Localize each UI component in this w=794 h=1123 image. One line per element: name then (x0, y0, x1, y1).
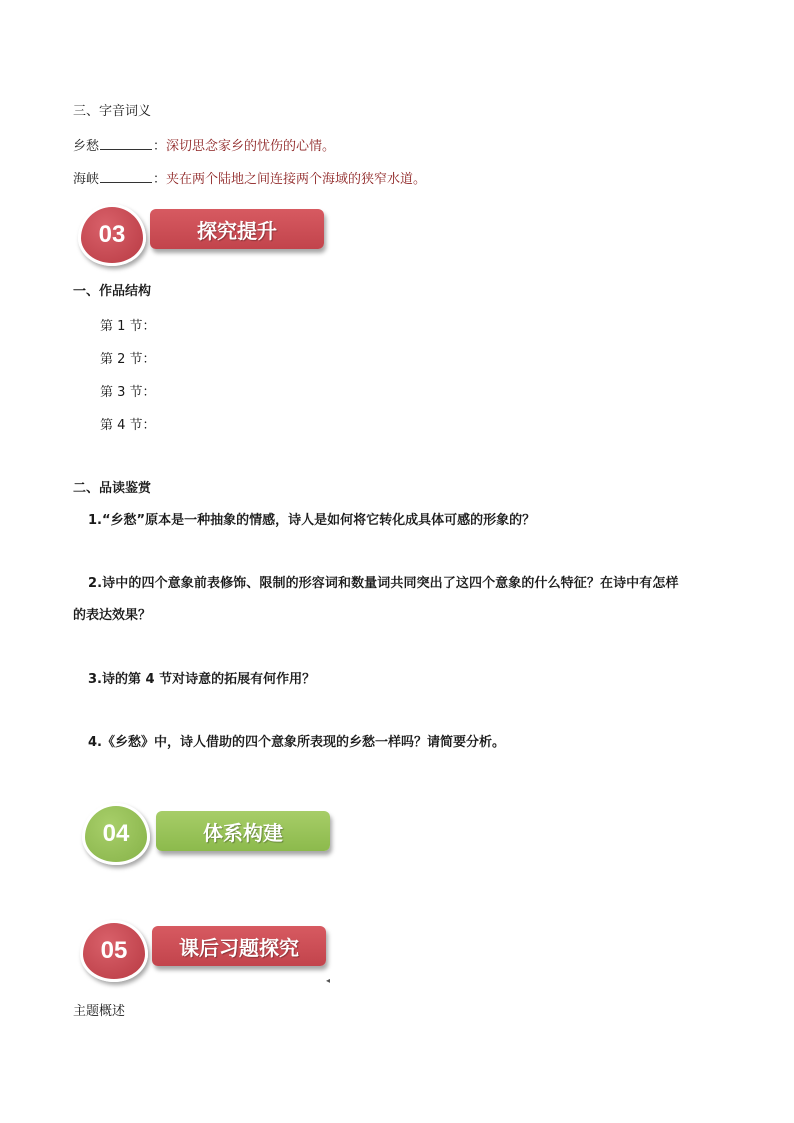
section-title-pill: 探究提升 (150, 209, 324, 249)
vocab-term: 乡愁 (73, 139, 100, 154)
fill-blank (100, 137, 152, 150)
section-heading-pronunciation: 三、字音词义 (73, 104, 152, 119)
vocab-entry (73, 170, 426, 188)
section-heading-structure: 一、作品结构 (73, 284, 152, 299)
vocab-definition: 深切思念家乡的忧伤的心情。 (166, 139, 336, 154)
section-number-badge: 05 (80, 920, 148, 982)
section-title-pill: 体系构建 (156, 811, 330, 851)
section-banner-05 (80, 918, 332, 984)
vocab-term: 海峡 (73, 172, 100, 187)
section-heading-appreciation: 二、品读鉴赏 (73, 481, 152, 496)
section-banner-03 (78, 202, 328, 268)
structure-item: 第 4 节： (100, 418, 156, 433)
section-banner-04 (82, 803, 334, 869)
question-1: 1.“乡愁”原本是一种抽象的情感，诗人是如何将它转化成具体可感的形象的？ (88, 513, 536, 528)
vocab-entry (73, 137, 335, 155)
section-number-badge: 03 (78, 204, 146, 266)
question-4: 4.《乡愁》中，诗人借助的四个意象所表现的乡愁一样吗？请简要分析。 (88, 735, 505, 750)
question-2-line-2: 的表达效果？ (73, 608, 152, 623)
paragraph-mark-icon: ◂ (326, 976, 331, 985)
section-title-pill: 课后习题探究 (152, 926, 326, 966)
structure-item: 第 3 节： (100, 385, 156, 400)
fill-blank (100, 170, 152, 183)
vocab-colon: ： (153, 139, 167, 154)
structure-item: 第 1 节： (100, 319, 156, 334)
structure-item: 第 2 节： (100, 352, 156, 367)
question-2-line-1: 2.诗中的四个意象前表修饰、限制的形容词和数量词共同突出了这四个意象的什么特征？在诗中有怎样 (88, 576, 679, 591)
section-number-badge: 04 (82, 803, 150, 865)
vocab-colon: ： (153, 172, 167, 187)
section-heading-theme-summary: 主题概述 (73, 1004, 126, 1019)
vocab-definition: 夹在两个陆地之间连接两个海域的狭窄水道。 (166, 172, 427, 187)
question-3: 3.诗的第 4 节对诗意的拓展有何作用？ (88, 672, 316, 687)
